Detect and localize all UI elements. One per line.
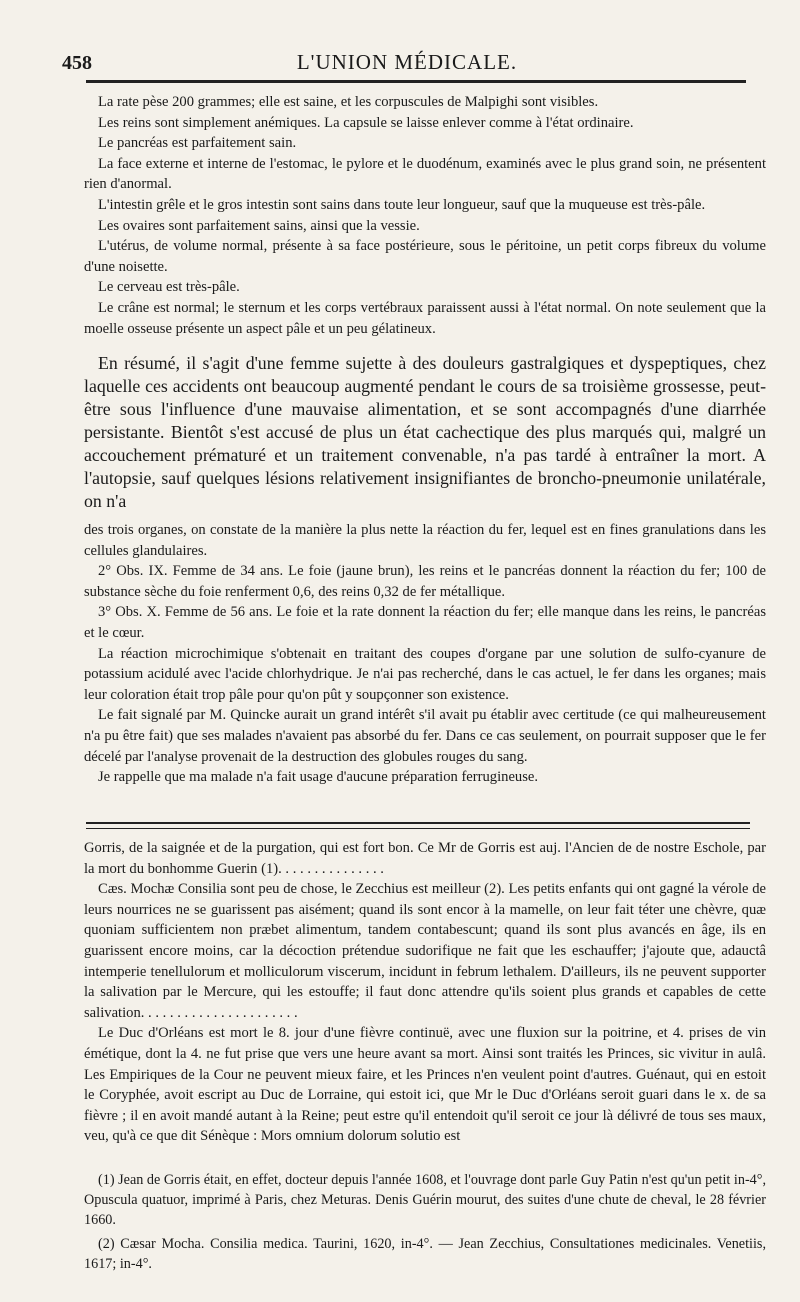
footnote-2: (2) Cæsar Mocha. Consilia medica. Taurini, 1620, in-4°. — Jean Zecchius, Consultationes medicinales. Venetiis, 1617; in-4°. [84, 1236, 766, 1272]
paragraph-crane: Le crâne est normal; le sternum et les corps vertébraux paraissent aussi à l'état normal. On note seulement que la moelle osseuse présente un aspect pâle et un peu gélatineux. [84, 299, 766, 337]
paragraph-ovaires: Les ovaires sont parfaitement sains, ainsi que la vessie. [98, 217, 420, 234]
paragraph-pancreas: Le pancréas est parfaitement sain. [98, 135, 297, 152]
paragraph-reins: Les reins sont simplement anémiques. La capsule se laisse enlever comme à l'état ordinaire. [98, 114, 634, 131]
summary-paragraph: En résumé, il s'agit d'une femme sujette à des douleurs gastralgiques et dyspeptiques, chez laquelle ces accidents ont beaucoup augmenté pendant le cours de sa troisième grossesse, peut-être sous l'influence d'une mauvaise alimentation, et se sont accompagnés d'une diarrhée persistante. Bientôt s'est accusé de plus un état cachectique des plus marqués qui, malgré un accouchement prématuré et un traitement convenable, n'a pas tardé à entraîner la mort. A l'autopsie, sauf quelques lésions relativement insignifiantes de broncho-pneumonie unilatérale, on n'a [84, 353, 766, 511]
footnote-1: (1) Jean de Gorris était, en effet, docteur depuis l'année 1608, et l'ouvrage dont parle Guy Patin n'est qu'un petit in-4°, Opuscula quatuor, imprimé à Paris, chez Meturas. Denis Guérin mourut, des suites d'une chute de cheval, le 28 février 1660. [84, 1172, 766, 1228]
header-rule [86, 80, 746, 83]
running-title: L'UNION MÉDICALE. [296, 50, 518, 74]
letter-paragraph-mochae: Cæs. Mochæ Consilia sont peu de chose, le Zecchius est meilleur (2). Les petits enfants qui ont gagné la vérole de leurs nourrices ne se guarissent pas aisément; quand ils sont encor à la mamelle, on leur fait téter une chèvre, quæ quoniam sufficientem non præbet alimentum, tandem contabescunt; quand ils sont plus avancés en âge, ils en guarissent encore moins, car la décoction prétendue sudorifique ne fait que les eschauffer; j'ajoute que, adauctâ intemperie tenellulorum et molliculorum viscerum, incidunt in februm lethalem. D'ailleurs, ils ne peuvent supporter la salivation par le Mercure, qui les estouffe; il faut donc attendre qu'ils soient plus grands et capables de cette salivation. . . . . . . . . . . . . . . . . . . . . . [84, 881, 766, 1021]
paragraph-estomac: La face externe et interne de l'estomac, le pylore et le duodénum, examinés avec le plus grand soin, ne présentent rien d'anormal. [84, 155, 766, 193]
letter-paragraph-gorris: Gorris, de la saignée et de la purgation, qui est fort bon. Ce Mr de Gorris est auj. l'Ancien de de nostre Eschole, par la mort du bonhomme Guerin (1). . . . . . . . . . . . . . . [84, 840, 766, 877]
obs-ix: 2° Obs. IX. Femme de 34 ans. Le foie (jaune brun), les reins et le pancréas donnent la réaction du fer; 100 de substance sèche du foie renferment 0,6, des reins 0,32 de fer métallique. [84, 563, 766, 600]
paragraph-rappel: Je rappelle que ma malade n'a fait usage d'aucune préparation ferrugineuse. [98, 769, 539, 786]
section-rule-thick [86, 822, 750, 824]
page-header [62, 44, 752, 78]
page-number: 458 [62, 52, 92, 74]
summary-section [84, 352, 766, 513]
section-rule-thin [86, 828, 750, 829]
obs-x: 3° Obs. X. Femme de 56 ans. Le foie et la rate donnent la réaction du fer; elle manque dans les reins, le pancréas et le cœur. [84, 604, 766, 641]
observations-section [84, 520, 766, 788]
paragraph-uterus: L'utérus, de volume normal, présente à sa face postérieure, sous le péritoine, un petit corps fibreux du volume d'une noisette. [84, 238, 766, 275]
autopsy-section [84, 92, 766, 339]
paragraph-cerveau: Le cerveau est très-pâle. [98, 279, 240, 296]
letter-paragraph-duc: Le Duc d'Orléans est mort le 8. jour d'une fièvre continuë, avec une fluxion sur la poitrine, et 4. prises de vin émétique, dont la 4. ne fut prise que vers une heure avant sa mort. Ainsi sont traités les Princes, sic vivitur in aulâ. Les Empiriques de la Cour ne peuvent mieux faire, et les Princes n'en veulent point d'autres. Guénaut, qui en estoit le Coryphée, avoit escript au Duc de Lorraine, qui estoit ici, que Mr le Duc d'Orléans seroit guari dans le x. de sa fièvre ; il en avoit mandé autant à la Reine; peut estre qu'il entendoit qu'il seroit ce jour là délivré de tous ses maux, veu, qu'à ce que dit Sénèque : Mors omnium dolorum solutio est [84, 1025, 766, 1145]
paragraph-reaction: La réaction microchimique s'obtenait en traitant des coupes d'organe par une solution de sulfo-cyanure de potassium acidulé avec l'acide chlorhydrique. Je n'ai pas recherché, dans le cas actuel, le fer dans les organes; mais leur coloration était trop pâle pour qu'on pût y soupçonner son existence. [84, 645, 766, 703]
letter-section [84, 838, 766, 1147]
obs-continuation: des trois organes, on constate de la manière la plus nette la réaction du fer, lequel est en fines granulations dans les cellules glandulaires. [84, 522, 766, 559]
footnotes-section [84, 1170, 766, 1274]
paragraph-quincke: Le fait signalé par M. Quincke aurait un grand intérêt s'il avait pu établir avec certitude (ce qui malheureusement n'a pu être fait) que ses malades n'avaient pas absorbé du fer. Dans ce cas seulement, on pourrait supposer que le fer décelé par l'analyse provenait de la destruction des globules rouges du sang. [84, 707, 766, 765]
paragraph-rate: La rate pèse 200 grammes; elle est saine, et les corpuscules de Malpighi sont visibles. [98, 94, 599, 110]
paragraph-intestin: L'intestin grêle et le gros intestin sont sains dans toute leur longueur, sauf que la muqueuse est très-pâle. [98, 196, 706, 213]
